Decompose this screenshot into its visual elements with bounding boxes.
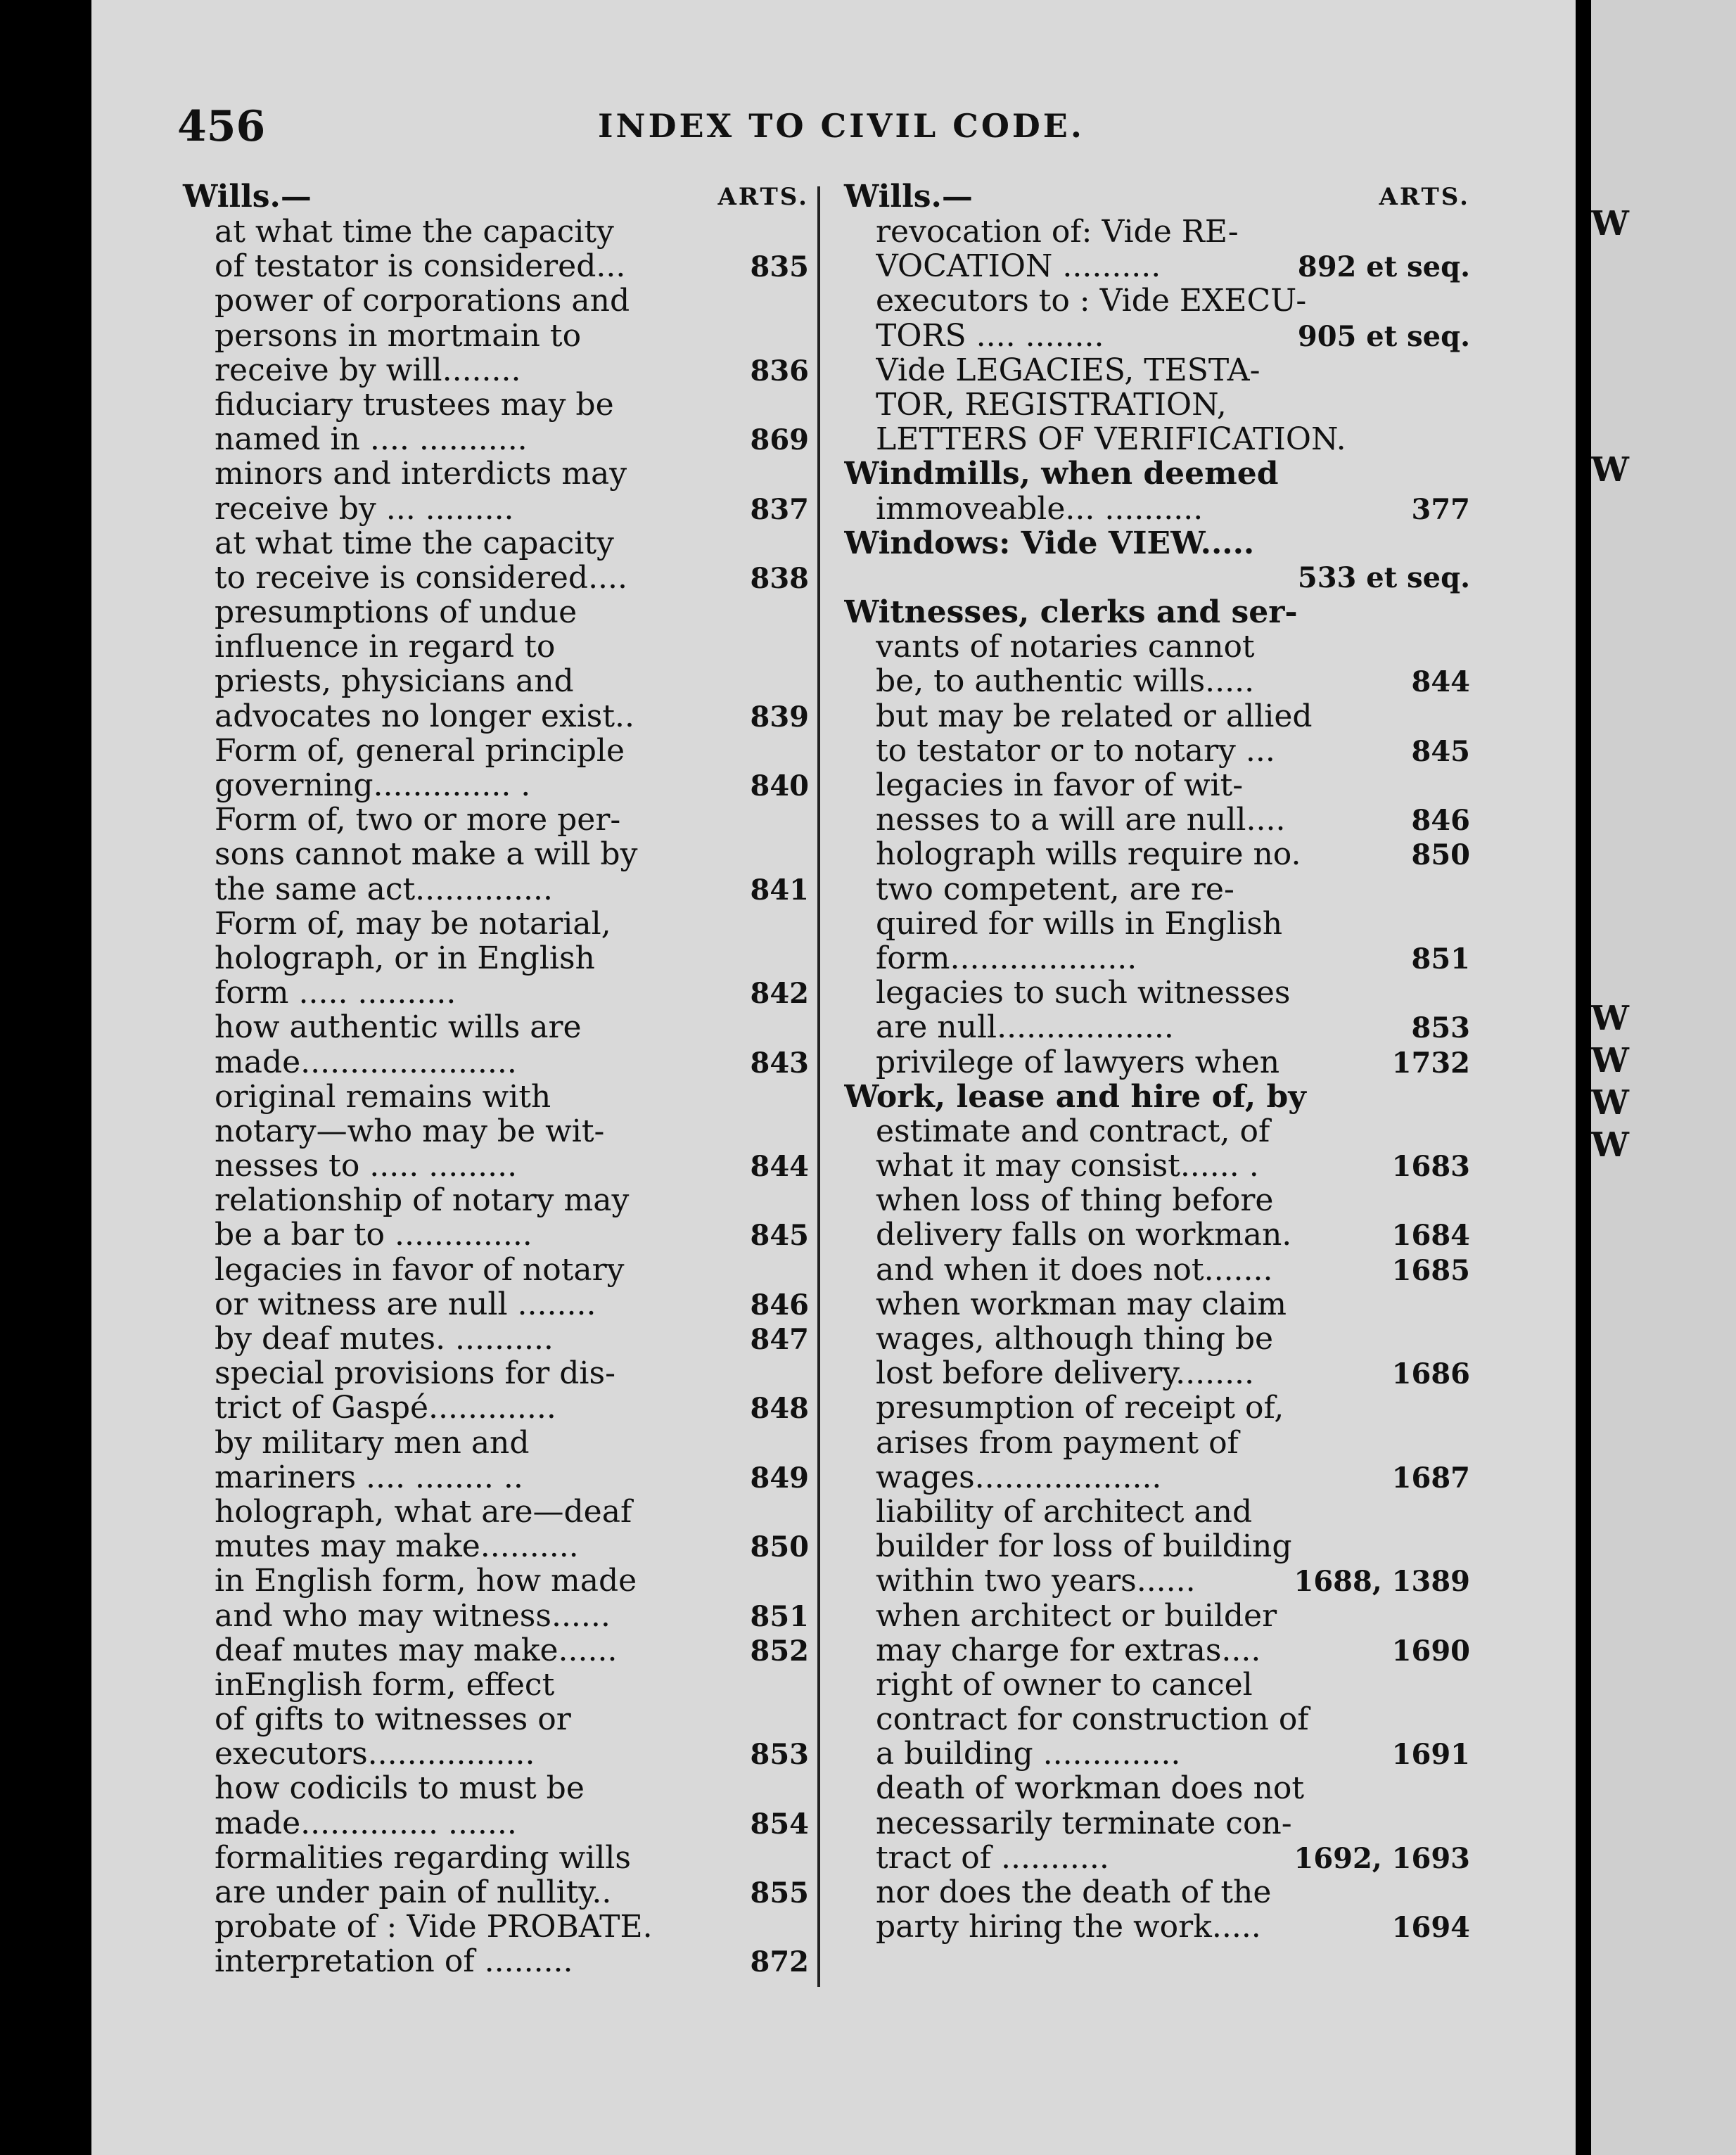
index-line-text: tract of ........... [876, 1840, 1109, 1876]
index-line [183, 1495, 809, 1529]
margin-letter: W [1591, 450, 1629, 490]
margin-letter: W [1591, 1125, 1629, 1165]
index-line [183, 1183, 809, 1217]
index-line [183, 1045, 809, 1080]
page-title: INDEX TO CIVIL CODE. [598, 107, 1085, 145]
article-reference: 1685 [1391, 1253, 1470, 1287]
index-line [844, 872, 1470, 907]
index-line-text: builder for loss of building [876, 1529, 1292, 1564]
article-reference: 1687 [1391, 1461, 1470, 1495]
index-line [183, 837, 809, 871]
index-line [844, 1010, 1470, 1044]
index-line [183, 664, 809, 698]
index-line-text: nor does the death of the [876, 1875, 1272, 1910]
index-line [844, 526, 1470, 561]
index-line-text: nesses to ..... ......... [215, 1149, 518, 1184]
article-reference: 1683 [1391, 1150, 1470, 1184]
index-line-text: relationship of notary may [215, 1183, 630, 1218]
article-reference: 853 [750, 1738, 809, 1772]
index-line-text: legacies to such witnesses [876, 976, 1291, 1011]
index-line [844, 1390, 1470, 1425]
index-line [844, 699, 1470, 734]
index-line-text: inEnglish form, effect [215, 1667, 555, 1703]
index-line [844, 976, 1470, 1010]
index-line-text: TOR, REGISTRATION, [876, 387, 1227, 423]
index-line-text: death of workman does not [876, 1771, 1305, 1806]
index-line [183, 1149, 809, 1183]
index-line [183, 353, 809, 388]
article-reference: 844 [1411, 665, 1470, 699]
index-line [183, 456, 809, 491]
article-reference: 1690 [1391, 1634, 1470, 1668]
article-reference: 839 [750, 700, 809, 734]
index-line-text: wages................... [876, 1459, 1162, 1495]
index-line-text: party hiring the work..... [876, 1910, 1261, 1945]
index-line [183, 976, 809, 1010]
index-line-text: minors and interdicts may [215, 456, 627, 492]
index-line [844, 1737, 1470, 1771]
index-line-text: and when it does not....... [876, 1252, 1273, 1287]
index-line [844, 283, 1470, 318]
index-line [183, 1426, 809, 1460]
index-line-text: Vide LEGACIES, TESTA- [876, 352, 1260, 388]
index-line [183, 1633, 809, 1668]
index-line-text: holograph, what are—deaf [215, 1494, 632, 1530]
article-reference: 1691 [1391, 1738, 1470, 1772]
index-line-text: deaf mutes may make...... [215, 1632, 618, 1668]
index-line [183, 907, 809, 941]
index-line [183, 1910, 809, 1944]
article-reference: 377 [1411, 492, 1470, 526]
article-reference: 852 [750, 1634, 809, 1668]
index-line-text: the same act.............. [215, 871, 553, 907]
index-line [844, 1183, 1470, 1217]
index-line [844, 837, 1470, 871]
index-line-text: Form of, general principle [215, 733, 625, 769]
index-line-text: executors to : Vide EXECU- [876, 283, 1307, 319]
index-line-text: made...................... [215, 1044, 517, 1080]
index-line-text: Witnesses, clerks and ser- [844, 595, 1298, 630]
index-line-text: be a bar to .............. [215, 1217, 532, 1253]
article-reference: 851 [750, 1599, 809, 1633]
article-reference: 849 [750, 1461, 809, 1495]
index-line [183, 1080, 809, 1114]
index-line [844, 1529, 1470, 1564]
index-line [183, 422, 809, 456]
index-line-text: probate of : Vide PROBATE. [215, 1910, 653, 1945]
column-divider [817, 186, 820, 1987]
index-line [844, 1875, 1470, 1910]
article-reference: 869 [750, 423, 809, 457]
index-line [183, 699, 809, 734]
index-line-text: mutes may make.......... [215, 1529, 579, 1564]
article-reference: 840 [750, 769, 809, 802]
index-line [844, 1287, 1470, 1322]
index-line [844, 215, 1470, 249]
index-line-text: Form of, two or more per- [215, 802, 621, 838]
index-line-text: what it may consist...... . [876, 1149, 1259, 1184]
article-reference: 846 [1411, 804, 1470, 838]
index-line [183, 1771, 809, 1805]
index-line [844, 1045, 1470, 1080]
article-reference: 850 [1411, 838, 1470, 872]
index-line [844, 1080, 1470, 1114]
right-column [844, 179, 1470, 1944]
index-line [183, 526, 809, 561]
article-reference: 845 [1411, 734, 1470, 768]
index-line [183, 1217, 809, 1252]
index-line-text: two competent, are re- [876, 871, 1234, 907]
index-line-text: within two years...... [876, 1564, 1196, 1599]
index-line [844, 1564, 1470, 1598]
index-line-text: Windmills, when deemed [844, 456, 1279, 492]
index-line [183, 1010, 809, 1044]
index-line-text: form................... [876, 940, 1137, 976]
index-line-text: to receive is considered.... [215, 560, 628, 596]
index-line-text: made.............. ....... [215, 1805, 517, 1841]
index-line-text: interpretation of ......... [215, 1944, 573, 1979]
index-line [183, 388, 809, 422]
article-reference: 850 [750, 1530, 809, 1564]
index-line-text: receive by will........ [215, 352, 521, 388]
article-reference: 847 [750, 1323, 809, 1356]
index-line [844, 561, 1470, 595]
index-line [183, 941, 809, 976]
index-line [844, 1149, 1470, 1183]
index-line-text: sons cannot make a will by [215, 837, 638, 872]
index-line [183, 319, 809, 353]
index-line [183, 1322, 809, 1356]
article-reference: 835 [750, 250, 809, 284]
index-line-text: Windows: Vide VIEW..... [844, 525, 1255, 561]
index-line-text: lost before delivery........ [876, 1356, 1255, 1391]
index-line [844, 1495, 1470, 1529]
index-line-text: form ..... .......... [215, 976, 457, 1011]
entry-heading: Wills.— [844, 179, 973, 215]
article-reference: 845 [750, 1219, 809, 1253]
entry-heading: Wills.— [183, 179, 312, 215]
article-reference: 846 [750, 1288, 809, 1322]
index-line-text: right of owner to cancel [876, 1667, 1253, 1703]
index-line [183, 1253, 809, 1287]
index-line [183, 768, 809, 802]
article-reference: 1732 [1391, 1046, 1470, 1080]
index-line-text: at what time the capacity [215, 215, 614, 250]
index-line [183, 1875, 809, 1910]
index-line [844, 1668, 1470, 1702]
index-line [844, 907, 1470, 941]
index-line-text: receive by ... ......... [215, 491, 514, 526]
page-number: 456 [177, 102, 266, 151]
index-line [844, 629, 1470, 664]
index-line [844, 1771, 1470, 1805]
index-line-text: may charge for extras.... [876, 1632, 1261, 1668]
index-line-text: TORS .... ........ [876, 318, 1104, 353]
index-line [844, 422, 1470, 456]
index-line [844, 1599, 1470, 1633]
margin-letter: W [1591, 999, 1629, 1038]
index-line-text: in English form, how made [215, 1564, 637, 1599]
index-line [183, 1668, 809, 1702]
index-line-text: legacies in favor of wit- [876, 768, 1244, 803]
index-line [183, 1529, 809, 1564]
index-line [844, 802, 1470, 837]
article-reference: 838 [750, 561, 809, 595]
index-line-text: at what time the capacity [215, 525, 614, 561]
index-line [844, 1910, 1470, 1944]
index-line [844, 734, 1470, 768]
index-line-text: quired for wills in English [876, 906, 1283, 941]
article-reference: 837 [750, 492, 809, 526]
index-line-text: trict of Gaspé............. [215, 1390, 556, 1426]
article-reference: 854 [750, 1807, 809, 1841]
index-line-text: of gifts to witnesses or [215, 1702, 571, 1737]
index-line [844, 1702, 1470, 1737]
index-line-text: mariners .... ........ .. [215, 1459, 523, 1495]
index-line [844, 1253, 1470, 1287]
index-line-text: a building .............. [876, 1737, 1181, 1772]
arts-label: ARTS. [1379, 183, 1470, 211]
index-line-text: how codicils to must be [215, 1771, 585, 1806]
index-line-text: arises from payment of [876, 1425, 1239, 1460]
index-line [183, 872, 809, 907]
index-line-text: but may be related or allied [876, 698, 1313, 734]
index-line-text: revocation of: Vide RE- [876, 215, 1239, 250]
index-line-text: advocates no longer exist.. [215, 698, 635, 734]
index-line [183, 595, 809, 629]
index-line-text: necessarily terminate con- [876, 1805, 1292, 1841]
index-line [183, 215, 809, 249]
index-line [183, 629, 809, 664]
article-reference: 843 [750, 1046, 809, 1080]
index-line-text: estimate and contract, of [876, 1113, 1270, 1149]
article-reference: 905 et seq. [1297, 319, 1470, 353]
index-line [183, 561, 809, 595]
index-line-text: delivery falls on workman. [876, 1217, 1292, 1253]
article-reference: 851 [1411, 942, 1470, 976]
index-line [844, 1633, 1470, 1668]
index-line-text: liability of architect and [876, 1494, 1253, 1530]
index-line-text: holograph wills require no. [876, 837, 1301, 872]
index-line-text: or witness are null ........ [215, 1286, 596, 1322]
index-line [844, 664, 1470, 698]
index-line-text: be, to authentic wills..... [876, 664, 1255, 699]
index-line [183, 249, 809, 283]
index-line-text: immoveable... .......... [876, 491, 1204, 526]
index-line-text: by deaf mutes. .......... [215, 1322, 554, 1357]
article-reference: 841 [750, 873, 809, 907]
article-reference: 872 [750, 1945, 809, 1979]
article-reference: 842 [750, 977, 809, 1011]
article-reference: 844 [750, 1150, 809, 1184]
index-line [183, 1806, 809, 1841]
index-line-text: when loss of thing before [876, 1183, 1274, 1218]
article-reference: 892 et seq. [1297, 250, 1470, 284]
index-line [844, 1114, 1470, 1149]
margin-letter: W [1591, 204, 1629, 243]
index-line-text: and who may witness...... [215, 1598, 611, 1633]
index-line-text: executors................. [215, 1737, 535, 1772]
margin-letter: W [1591, 1083, 1629, 1123]
index-line-text: are null.................. [876, 1010, 1174, 1045]
arts-label: ARTS. [717, 183, 809, 211]
index-line-text: influence in regard to [215, 629, 556, 665]
index-line [183, 1460, 809, 1495]
index-line [844, 492, 1470, 526]
index-line-text: formalities regarding wills [215, 1840, 631, 1876]
index-line-text: holograph, or in English [215, 940, 595, 976]
index-line-text: Form of, may be notarial, [215, 906, 611, 941]
index-line-text: by military men and [215, 1425, 530, 1460]
index-line-text: LETTERS OF VERIFICATION. [876, 422, 1346, 457]
index-line [844, 1426, 1470, 1460]
index-line [844, 388, 1470, 422]
index-line [844, 1356, 1470, 1390]
article-reference: 533 et seq. [1297, 561, 1470, 594]
next-page-margin [1591, 0, 1736, 2155]
index-line-text: vants of notaries cannot [876, 629, 1255, 665]
article-reference: 848 [750, 1392, 809, 1426]
index-line [183, 492, 809, 526]
index-line-text: contract for construction of [876, 1702, 1309, 1737]
index-line-text: notary—who may be wit- [215, 1113, 605, 1149]
index-line [183, 1737, 809, 1771]
index-line-text: VOCATION .......... [876, 249, 1161, 284]
index-line [844, 456, 1470, 491]
index-line-text: of testator is considered... [215, 249, 626, 284]
index-line [844, 768, 1470, 802]
article-reference: 1688, 1389 [1294, 1565, 1470, 1599]
index-line [844, 353, 1470, 388]
index-line [183, 1287, 809, 1322]
index-line [844, 1322, 1470, 1356]
index-line [844, 249, 1470, 283]
index-line [844, 941, 1470, 976]
index-line-text: priests, physicians and [215, 664, 574, 699]
article-reference: 1684 [1391, 1219, 1470, 1253]
index-line [183, 1114, 809, 1149]
index-line-text: privilege of lawyers when [876, 1044, 1280, 1080]
index-line [844, 1217, 1470, 1252]
index-line-text: original remains with [215, 1079, 551, 1114]
index-line [183, 734, 809, 768]
index-line [844, 1460, 1470, 1495]
page-edge [1576, 0, 1591, 2155]
article-reference: 1692, 1693 [1294, 1841, 1470, 1875]
left-column-heading [183, 179, 809, 215]
index-line [183, 1841, 809, 1875]
index-line-text: fiduciary trustees may be [215, 387, 614, 423]
article-reference: 1694 [1391, 1911, 1470, 1945]
index-line [844, 319, 1470, 353]
index-line-text: presumptions of undue [215, 595, 577, 630]
index-line [183, 802, 809, 837]
index-line-text: to testator or to notary ... [876, 733, 1275, 769]
index-line-text: persons in mortmain to [215, 318, 582, 353]
index-line [844, 595, 1470, 629]
left-column [183, 179, 809, 1979]
margin-letter: W [1591, 1041, 1629, 1080]
index-line-text: when workman may claim [876, 1286, 1287, 1322]
article-reference: 853 [1411, 1011, 1470, 1045]
index-line [183, 1390, 809, 1425]
index-line-text: legacies in favor of notary [215, 1252, 625, 1287]
index-line-text: nesses to a will are null.... [876, 802, 1286, 838]
index-line [183, 283, 809, 318]
index-line-text: how authentic wills are [215, 1010, 582, 1045]
index-line-text: are under pain of nullity.. [215, 1875, 612, 1910]
index-line [183, 1356, 809, 1390]
index-line-text: when architect or builder [876, 1598, 1277, 1633]
index-line-text: governing.............. . [215, 768, 531, 803]
index-line [844, 1806, 1470, 1841]
index-line-text: power of corporations and [215, 283, 630, 319]
index-line [844, 1841, 1470, 1875]
index-line [183, 1702, 809, 1737]
index-line [183, 1564, 809, 1598]
index-line-text: special provisions for dis- [215, 1356, 615, 1391]
index-line [183, 1599, 809, 1633]
index-line-text: Work, lease and hire of, by [844, 1079, 1306, 1114]
index-line-text: named in .... ........... [215, 422, 528, 457]
article-reference: 836 [750, 354, 809, 388]
left-entry-list [183, 215, 809, 1979]
right-entry-list [844, 215, 1470, 1944]
article-reference: 1686 [1391, 1357, 1470, 1391]
index-line-text: presumption of receipt of, [876, 1390, 1284, 1426]
index-line [183, 1944, 809, 1978]
right-column-heading [844, 179, 1470, 215]
index-line-text: wages, although thing be [876, 1322, 1274, 1357]
book-page [91, 0, 1576, 2155]
article-reference: 855 [750, 1876, 809, 1910]
